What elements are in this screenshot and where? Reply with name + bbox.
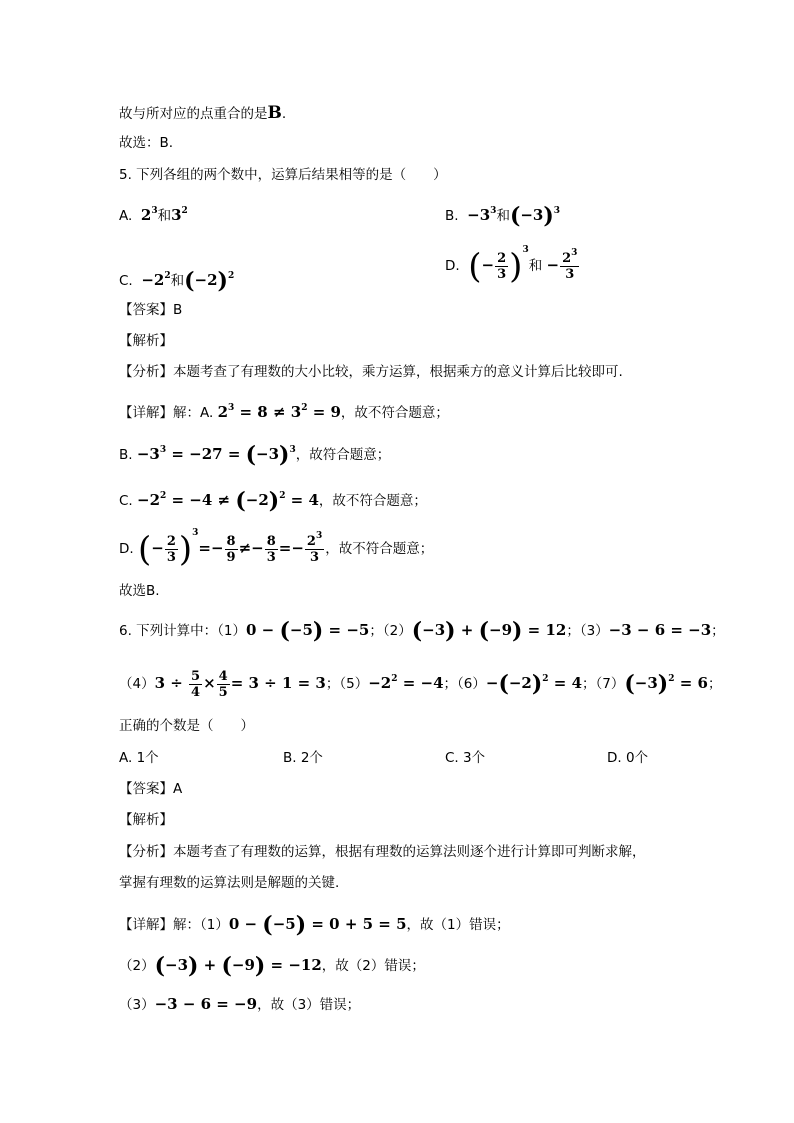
q5-option-b: B. $-3^3$和$(-3)^3$	[445, 203, 561, 229]
analysis-6-line-1: 【分析】本题考查了有理数的运算，根据有理数的运算法则逐个进行计算即可判断求解，	[119, 844, 646, 860]
analysis-header-5: 【解析】	[119, 333, 173, 349]
detail-6-2: （2）(−3) + (−9) = −12，故（2）错误；	[119, 953, 425, 979]
q6-option-d: D. 0个	[607, 750, 649, 766]
question-6-line-1: 6. 下列计算中：（1）0 − (−5) = −5；（2）(−3) + (−9) = 12；（3）−3 − 6 = −3；	[119, 618, 725, 644]
q5-option-c: C. $-2^2$和$(-2)^2$	[119, 268, 235, 294]
answer-5: 【答案】B	[119, 302, 183, 318]
detail-5-a: 【详解】解：A. $2^3 = 8 \ne 3^2 = 9$，故不符合题意；	[119, 403, 449, 421]
detail-6-1: 【详解】解：（1）0 − (−5) = 0 + 5 = 5，故（1）错误；	[119, 912, 510, 938]
answer-6: 【答案】A	[119, 781, 183, 797]
analysis-header-6: 【解析】	[119, 812, 173, 828]
q5-option-d: D. (− $\frac{2}{3}$ )$^3$和 − $\frac{2^3}{3}$	[445, 245, 578, 287]
detail-6-3: （3）−3 − 6 = −9，故（3）错误；	[119, 995, 361, 1013]
detail-5-c: C. $-2^2 = -4 \ne (-2)^2 = 4$，故不符合题意；	[119, 488, 427, 514]
q5-option-a: A. $2^3$和$3^2$	[119, 206, 188, 224]
choice-5: 故选B.	[119, 583, 160, 599]
q6-option-b: B. 2个	[283, 750, 323, 766]
detail-5-b: B. $-3^3 = -27 = (-3)^3$，故符合题意；	[119, 442, 391, 468]
question-6-line-3: 正确的个数是（ ）	[119, 718, 254, 734]
analysis-6-line-2: 掌握有理数的运算法则是解题的关键.	[119, 875, 340, 891]
question-5: 5. 下列各组的两个数中，运算后结果相等的是（ ）	[119, 167, 447, 183]
q6-option-c: C. 3个	[445, 750, 486, 766]
q6-option-a: A. 1个	[119, 750, 159, 766]
line-choice: 故选：B.	[119, 135, 174, 151]
analysis-5: 【分析】本题考查了有理数的大小比较，乘方运算，根据乘方的意义计算后比较即可.	[119, 364, 623, 380]
detail-5-d: D. (− $\frac{2}{3}$ )$^3$=− $\frac{8}{9}$ ≠− $\frac{8}{3}$ =− $\frac{2^3}{3}$ ，故不符合题意；	[119, 528, 434, 570]
line-conclusion: 故与所对应的点重合的是B.	[119, 103, 287, 123]
question-6-line-2: （4）3 ÷ $\frac{5}{4}$ × $\frac{4}{5}$ = 3 ÷ 1 = 3；$(5)-2^2 = -4$；$(6)-(-2)^2 = 4$；$(7)(-3)^2 = 6$；	[119, 669, 722, 700]
